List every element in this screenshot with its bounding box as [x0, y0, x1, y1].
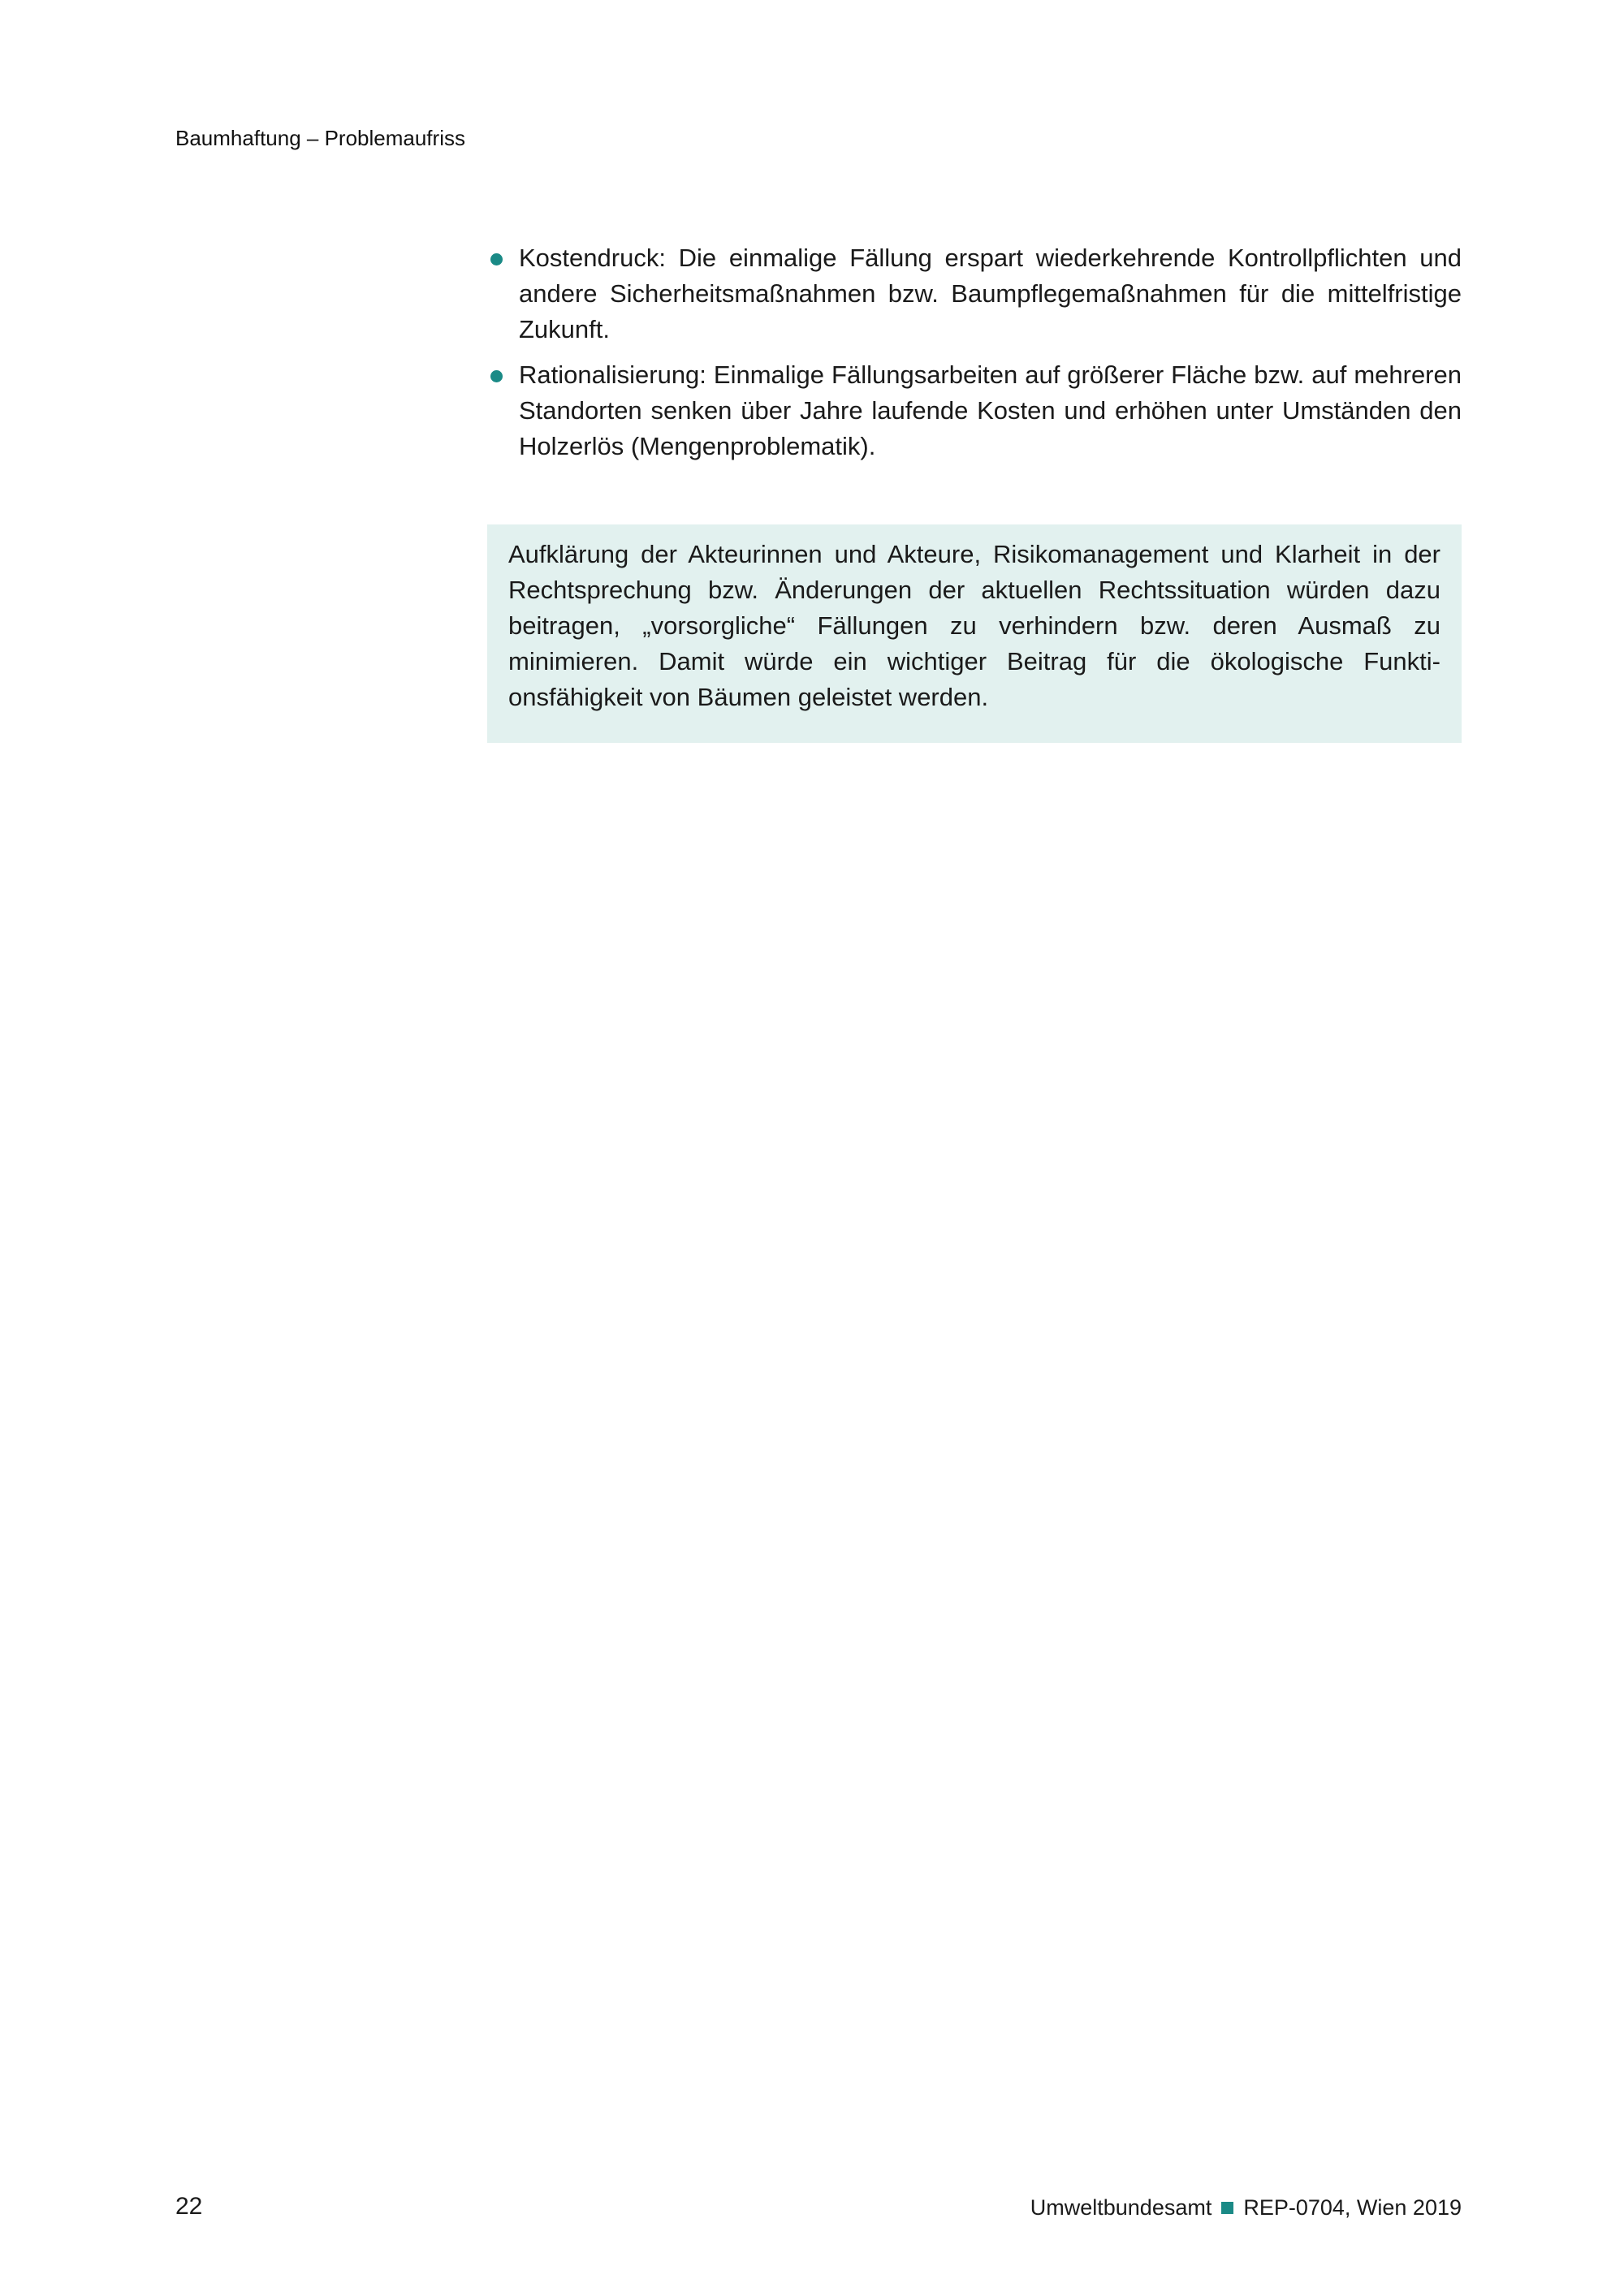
bullet-list	[487, 240, 1462, 474]
report-reference: REP-0704, Wien 2019	[1243, 2195, 1462, 2220]
footer-publication-info	[1030, 2194, 1462, 2221]
bullet-item-kostendruck	[487, 240, 1462, 347]
teal-square-icon	[1221, 2202, 1233, 2214]
bullet-text: Kostendruck: Die einmalige Fällung erspart wiederkehrende Kontrollpflichten und andere Sicherheitsmaßnahmen bzw. Baumpflegemaßnahmen für die mittelfristige Zukunft.	[519, 244, 1462, 343]
info-box-text: Aufklärung der Akteurinnen und Akteure, Risikomanagement und Klarheit in der Rechtsprechung bzw. Änderungen der aktuellen Rechtssituation würden dazu beitragen, „vorsorgliche“ Fällungen zu verhindern bzw. deren Ausmaß zu minimieren. Damit würde ein wichtiger Beitrag für die ökologische Funkti-onsfähigkeit von Bäumen geleistet werden.	[508, 540, 1440, 711]
running-header: Baumhaftung – Problemaufriss	[175, 126, 465, 150]
page-number: 22	[175, 2193, 203, 2220]
info-box	[487, 524, 1462, 743]
publisher-name: Umweltbundesamt	[1030, 2195, 1212, 2220]
teal-dot-bullet-icon	[490, 370, 503, 382]
teal-dot-bullet-icon	[490, 253, 503, 265]
bullet-text: Rationalisierung: Einmalige Fällungsarbeiten auf größerer Fläche bzw. auf mehreren Standorten senken über Jahre laufende Kosten und erhöhen unter Umständen den Holzerlös (Mengenproblematik).	[519, 360, 1462, 460]
bullet-item-rationalisierung	[487, 357, 1462, 464]
